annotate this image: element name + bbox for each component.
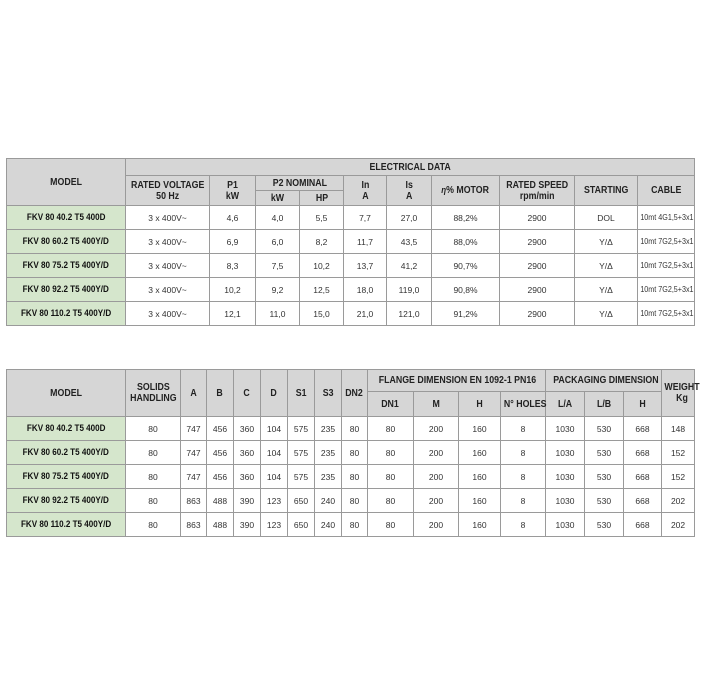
s3-cell: 240 [315, 489, 342, 513]
holes-cell: 8 [501, 441, 546, 465]
p2-hp-cell: 15,0 [300, 302, 344, 326]
lb-cell: 530 [585, 513, 624, 537]
speed-cell: 2900 [500, 206, 575, 230]
is-cell: 41,2 [387, 254, 432, 278]
s3-cell: 235 [315, 417, 342, 441]
table-row [7, 230, 695, 254]
motor-cell: 88,0% [432, 230, 500, 254]
dn2-cell: 80 [342, 465, 368, 489]
header-dn1: DN1 [368, 392, 414, 417]
table-row [7, 465, 695, 489]
header-lb: L/B [585, 392, 624, 417]
lb-cell: 530 [585, 465, 624, 489]
holes-cell: 8 [501, 465, 546, 489]
header-p2-nominal: P2 NOMINAL [256, 176, 344, 191]
packaging-h-cell: 668 [624, 465, 662, 489]
p1-cell: 8,3 [210, 254, 256, 278]
c-cell: 390 [234, 489, 261, 513]
m-cell: 200 [414, 489, 459, 513]
header-electrical-data: ELECTRICAL DATA [126, 159, 695, 176]
voltage-cell: 3 x 400V~ [126, 254, 210, 278]
lb-cell: 530 [585, 441, 624, 465]
solids-cell: 80 [126, 513, 181, 537]
s1-cell: 650 [288, 489, 315, 513]
d-cell: 104 [261, 417, 288, 441]
d-cell: 104 [261, 465, 288, 489]
header-cable: CABLE [638, 176, 695, 206]
la-cell: 1030 [546, 441, 585, 465]
table-row [7, 489, 695, 513]
dimension-table [6, 369, 700, 537]
h-cell: 160 [459, 489, 501, 513]
speed-cell: 2900 [500, 302, 575, 326]
b-cell: 456 [207, 441, 234, 465]
in-cell: 11,7 [344, 230, 387, 254]
p2-hp-cell: 12,5 [300, 278, 344, 302]
m-cell: 200 [414, 417, 459, 441]
s3-cell: 240 [315, 513, 342, 537]
s3-cell: 235 [315, 441, 342, 465]
header-holes: N° HOLES [501, 392, 546, 417]
m-cell: 200 [414, 441, 459, 465]
header-p2-hp: HP [300, 191, 344, 206]
s1-cell: 575 [288, 441, 315, 465]
lb-cell: 530 [585, 489, 624, 513]
header-s3: S3 [315, 370, 342, 417]
a-cell: 747 [181, 417, 207, 441]
header-solids-handling: SOLIDS HANDLING [126, 370, 181, 417]
motor-cell: 91,2% [432, 302, 500, 326]
header-rated-voltage: RATED VOLTAGE 50 Hz [126, 176, 210, 206]
p1-cell: 6,9 [210, 230, 256, 254]
weight-cell: 202 [662, 513, 695, 537]
voltage-cell: 3 x 400V~ [126, 302, 210, 326]
weight-cell: 152 [662, 441, 695, 465]
b-cell: 488 [207, 513, 234, 537]
dn2-cell: 80 [342, 513, 368, 537]
header-m: M [414, 392, 459, 417]
header-la: L/A [546, 392, 585, 417]
holes-cell: 8 [501, 489, 546, 513]
c-cell: 360 [234, 417, 261, 441]
dn2-cell: 80 [342, 441, 368, 465]
h-cell: 160 [459, 441, 501, 465]
dn1-cell: 80 [368, 417, 414, 441]
weight-cell: 152 [662, 465, 695, 489]
model-cell: FKV 80 110.2 T5 400Y/D [7, 302, 126, 326]
table-row [7, 441, 695, 465]
p2-hp-cell: 5,5 [300, 206, 344, 230]
model-cell: FKV 80 92.2 T5 400Y/D [7, 278, 126, 302]
motor-cell: 88,2% [432, 206, 500, 230]
header-h: H [459, 392, 501, 417]
p2-hp-cell: 8,2 [300, 230, 344, 254]
holes-cell: 8 [501, 513, 546, 537]
p2-kw-cell: 11,0 [256, 302, 300, 326]
header-dn2: DN2 [342, 370, 368, 417]
header-flange-dimension: FLANGE DIMENSION EN 1092-1 PN16 [368, 370, 546, 392]
dn2-cell: 80 [342, 417, 368, 441]
dn1-cell: 80 [368, 441, 414, 465]
solids-cell: 80 [126, 441, 181, 465]
header-b: B [207, 370, 234, 417]
p1-cell: 4,6 [210, 206, 256, 230]
a-cell: 747 [181, 465, 207, 489]
is-cell: 43,5 [387, 230, 432, 254]
table-row [7, 206, 695, 230]
header-a: A [181, 370, 207, 417]
model-cell: FKV 80 60.2 T5 400Y/D [7, 441, 126, 465]
header-d: D [261, 370, 288, 417]
h-cell: 160 [459, 417, 501, 441]
cable-cell: 10mt 4G1,5+3x1 [638, 206, 695, 230]
p2-kw-cell: 9,2 [256, 278, 300, 302]
solids-cell: 80 [126, 465, 181, 489]
starting-cell: Y/Δ [575, 254, 638, 278]
starting-cell: Y/Δ [575, 278, 638, 302]
p1-cell: 12,1 [210, 302, 256, 326]
model-cell: FKV 80 40.2 T5 400D [7, 417, 126, 441]
dn1-cell: 80 [368, 489, 414, 513]
header-motor-efficiency: η% MOTOR [432, 176, 500, 206]
header-starting: STARTING [575, 176, 638, 206]
header-c: C [234, 370, 261, 417]
a-cell: 863 [181, 513, 207, 537]
m-cell: 200 [414, 465, 459, 489]
is-cell: 27,0 [387, 206, 432, 230]
s1-cell: 575 [288, 465, 315, 489]
b-cell: 456 [207, 465, 234, 489]
d-cell: 123 [261, 513, 288, 537]
cable-cell: 10mt 7G2,5+3x1 [638, 230, 695, 254]
table-row [7, 278, 695, 302]
p2-kw-cell: 4,0 [256, 206, 300, 230]
s1-cell: 575 [288, 417, 315, 441]
dn2-cell: 80 [342, 489, 368, 513]
d-cell: 123 [261, 489, 288, 513]
header-p2-kw: kW [256, 191, 300, 206]
header-packaging-h: H [624, 392, 662, 417]
is-cell: 121,0 [387, 302, 432, 326]
table-row [7, 513, 695, 537]
header-in: In A [344, 176, 387, 206]
lb-cell: 530 [585, 417, 624, 441]
starting-cell: Y/Δ [575, 302, 638, 326]
table-row [7, 302, 695, 326]
s1-cell: 650 [288, 513, 315, 537]
voltage-cell: 3 x 400V~ [126, 278, 210, 302]
weight-cell: 148 [662, 417, 695, 441]
holes-cell: 8 [501, 417, 546, 441]
m-cell: 200 [414, 513, 459, 537]
motor-cell: 90,7% [432, 254, 500, 278]
c-cell: 360 [234, 441, 261, 465]
dn1-cell: 80 [368, 465, 414, 489]
speed-cell: 2900 [500, 230, 575, 254]
la-cell: 1030 [546, 465, 585, 489]
model-cell: FKV 80 110.2 T5 400Y/D [7, 513, 126, 537]
model-cell: FKV 80 92.2 T5 400Y/D [7, 489, 126, 513]
header-s1: S1 [288, 370, 315, 417]
is-cell: 119,0 [387, 278, 432, 302]
model-cell: FKV 80 75.2 T5 400Y/D [7, 254, 126, 278]
header-model: MODEL [7, 370, 126, 417]
b-cell: 456 [207, 417, 234, 441]
table-row [7, 254, 695, 278]
solids-cell: 80 [126, 489, 181, 513]
la-cell: 1030 [546, 417, 585, 441]
d-cell: 104 [261, 441, 288, 465]
packaging-h-cell: 668 [624, 441, 662, 465]
starting-cell: Y/Δ [575, 230, 638, 254]
header-weight: WEIGHT Kg [662, 370, 695, 417]
electrical-data-table [6, 158, 695, 326]
voltage-cell: 3 x 400V~ [126, 206, 210, 230]
dn1-cell: 80 [368, 513, 414, 537]
solids-cell: 80 [126, 417, 181, 441]
table-row [7, 417, 695, 441]
starting-cell: DOL [575, 206, 638, 230]
header-p1: P1 kW [210, 176, 256, 206]
a-cell: 863 [181, 489, 207, 513]
cable-cell: 10mt 7G2,5+3x1 [638, 302, 695, 326]
in-cell: 13,7 [344, 254, 387, 278]
p2-hp-cell: 10,2 [300, 254, 344, 278]
in-cell: 21,0 [344, 302, 387, 326]
c-cell: 360 [234, 465, 261, 489]
in-cell: 18,0 [344, 278, 387, 302]
packaging-h-cell: 668 [624, 417, 662, 441]
h-cell: 160 [459, 513, 501, 537]
header-packaging-dimension: PACKAGING DIMENSION [546, 370, 662, 392]
motor-cell: 90,8% [432, 278, 500, 302]
packaging-h-cell: 668 [624, 513, 662, 537]
cable-cell: 10mt 7G2,5+3x1 [638, 254, 695, 278]
c-cell: 390 [234, 513, 261, 537]
b-cell: 488 [207, 489, 234, 513]
s3-cell: 235 [315, 465, 342, 489]
h-cell: 160 [459, 465, 501, 489]
header-model: MODEL [7, 159, 126, 206]
model-cell: FKV 80 40.2 T5 400D [7, 206, 126, 230]
in-cell: 7,7 [344, 206, 387, 230]
la-cell: 1030 [546, 489, 585, 513]
weight-cell: 202 [662, 489, 695, 513]
model-cell: FKV 80 60.2 T5 400Y/D [7, 230, 126, 254]
a-cell: 747 [181, 441, 207, 465]
speed-cell: 2900 [500, 278, 575, 302]
p2-kw-cell: 7,5 [256, 254, 300, 278]
packaging-h-cell: 668 [624, 489, 662, 513]
speed-cell: 2900 [500, 254, 575, 278]
p1-cell: 10,2 [210, 278, 256, 302]
header-rated-speed: RATED SPEED rpm/min [500, 176, 575, 206]
model-cell: FKV 80 75.2 T5 400Y/D [7, 465, 126, 489]
la-cell: 1030 [546, 513, 585, 537]
p2-kw-cell: 6,0 [256, 230, 300, 254]
cable-cell: 10mt 7G2,5+3x1 [638, 278, 695, 302]
voltage-cell: 3 x 400V~ [126, 230, 210, 254]
header-is: Is A [387, 176, 432, 206]
